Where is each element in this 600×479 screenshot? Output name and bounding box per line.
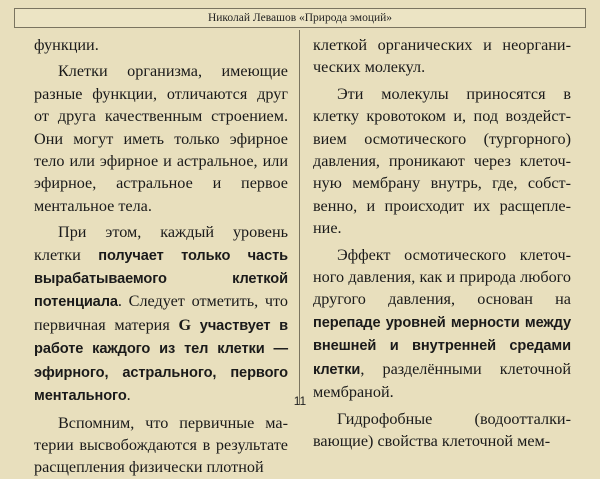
running-header	[14, 8, 586, 28]
text-run: , разделёнными клеточной мембраной.	[313, 359, 571, 402]
page-number: 11	[293, 394, 307, 408]
bold-run: получает только часть вырабатываемого клеткой потенциала	[34, 247, 289, 311]
right-paragraph-4: Гидрофобные (водоотталкивающие) свойства клеточной мем-	[313, 409, 571, 450]
left-column	[34, 34, 289, 477]
left-paragraph-2: Клетки организма, имеющие разные функции, отличаются друг от друга качественным строением. Они могут иметь только эфирное тело или эфирное и астральное, или эфирное, астральное и первое ментальное тела.	[34, 62, 288, 215]
left-paragraph-1: функции.	[34, 36, 99, 54]
right-column	[313, 34, 571, 450]
right-paragraph-1: клеткой органических и неорганических молекул.	[313, 36, 571, 77]
left-paragraph-3	[34, 221, 288, 407]
text-run: Эффект осмотического клеточного давления, как и природа любого другого давления, основан на	[313, 245, 571, 309]
left-paragraph-4: Вспомним, что первичные материи высвобождаются в результате расщепления физически плотной	[34, 413, 288, 477]
bold-run: перепаде уровней мерности между внешней и внутренней средами клетки	[313, 314, 571, 378]
text-run: .	[126, 386, 131, 405]
text-run: . Следует отметить, что первичная материя	[34, 292, 288, 334]
text-run: При этом, каждый уровень клетки	[34, 223, 288, 264]
bold-letter: G	[178, 315, 192, 334]
right-paragraph-2: Эти молекулы приносятся в клетку кровотоком и, под воздействием осмотического (тургорного) давления, проникают через клеточную мембрану внутрь, где, собственно, и происходит их расщепление.	[313, 84, 571, 238]
right-paragraph-3	[313, 244, 571, 404]
column-divider	[299, 30, 300, 404]
bold-run: участвует в работе каждого из тел клетки — эфирного, астрального, первого ментального	[34, 317, 288, 405]
book-title: Николай Левашов «Природа эмоций»	[207, 12, 393, 24]
